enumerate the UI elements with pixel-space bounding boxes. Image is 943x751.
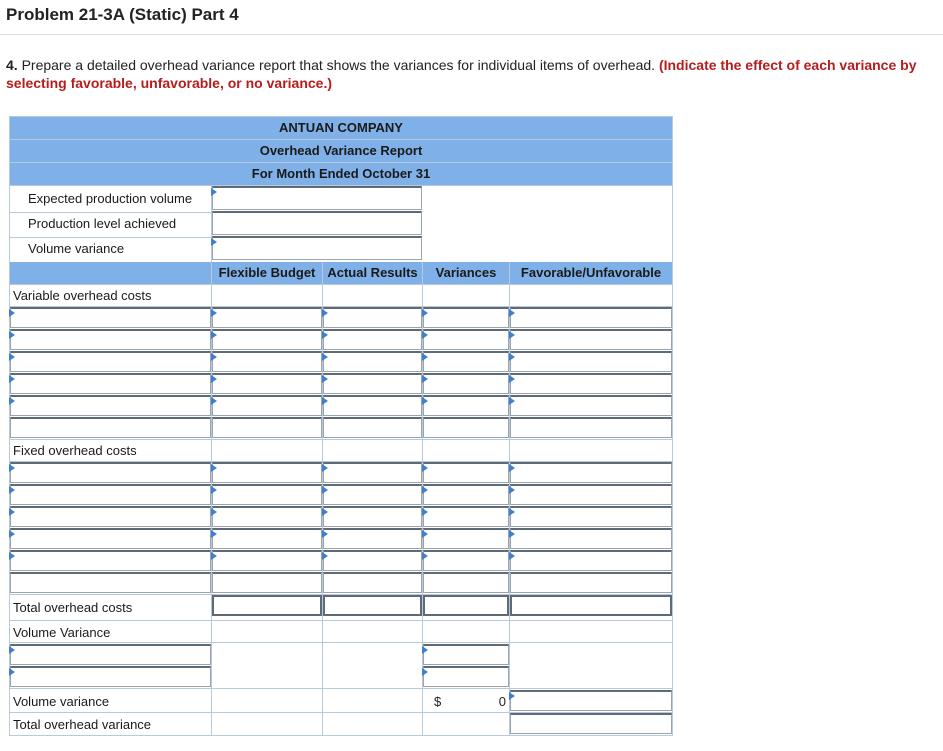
report-period: For Month Ended October 31 xyxy=(10,163,672,186)
fixed-flexible-budget-input[interactable] xyxy=(212,572,322,593)
volume-variance-item-input[interactable] xyxy=(10,644,211,665)
fixed-item-input[interactable] xyxy=(10,484,211,505)
volume-variance-input[interactable] xyxy=(212,236,422,260)
summary-volume-variance-label: Volume variance xyxy=(13,694,110,709)
variable-variance-input[interactable] xyxy=(423,373,509,394)
currency-symbol: $ xyxy=(434,694,442,709)
variable-actual-results-input[interactable] xyxy=(323,373,422,394)
volume-variance-section-label: Volume Variance xyxy=(13,625,111,640)
variable-fav-unfav-input[interactable] xyxy=(510,417,672,438)
variable-variance-input[interactable] xyxy=(423,395,509,416)
expected-volume-input[interactable] xyxy=(212,186,422,210)
col-favorable-unfavorable: Favorable/Unfavorable xyxy=(520,265,662,280)
instruction-number: 4. xyxy=(6,57,18,73)
summary-total-fav-unfav-input[interactable] xyxy=(510,713,672,734)
summary-volume-value: 0 xyxy=(498,694,506,709)
fixed-item-input[interactable] xyxy=(10,506,211,527)
variable-actual-results-input[interactable] xyxy=(323,417,422,438)
fixed-item-input[interactable] xyxy=(10,528,211,549)
variable-actual-results-input[interactable] xyxy=(323,307,422,328)
total-fav-unfav-input[interactable] xyxy=(510,595,672,616)
fixed-fav-unfav-input[interactable] xyxy=(510,572,672,593)
variable-fav-unfav-input[interactable] xyxy=(510,307,672,328)
variable-fav-unfav-input[interactable] xyxy=(510,329,672,350)
col-variances: Variances xyxy=(435,265,497,280)
fixed-fav-unfav-input[interactable] xyxy=(510,484,672,505)
variable-variance-input[interactable] xyxy=(423,329,509,350)
title-divider xyxy=(0,34,943,35)
volume-variance-label: Volume variance xyxy=(28,241,125,256)
variable-flexible-budget-input[interactable] xyxy=(212,395,322,416)
fixed-actual-results-input[interactable] xyxy=(323,572,422,593)
variable-actual-results-input[interactable] xyxy=(323,395,422,416)
total-overhead-label: Total overhead costs xyxy=(13,600,133,615)
fixed-variance-input[interactable] xyxy=(423,528,509,549)
summary-volume-fav-unfav-input[interactable] xyxy=(510,690,672,711)
achieved-level-label: Production level achieved xyxy=(28,216,177,231)
variable-actual-results-input[interactable] xyxy=(323,329,422,350)
fixed-section-label: Fixed overhead costs xyxy=(13,443,137,458)
volume-variance-amount-input[interactable] xyxy=(423,666,509,687)
instruction-text: Prepare a detailed overhead variance report that shows the variances for individual items of overhead. xyxy=(17,57,659,73)
fixed-fav-unfav-input[interactable] xyxy=(510,462,672,483)
total-actual-results-input[interactable] xyxy=(323,595,422,616)
report-company: ANTUAN COMPANY xyxy=(10,117,672,140)
fixed-variance-input[interactable] xyxy=(423,462,509,483)
fixed-fav-unfav-input[interactable] xyxy=(510,528,672,549)
variable-item-input[interactable] xyxy=(10,417,211,438)
fixed-flexible-budget-input[interactable] xyxy=(212,550,322,571)
fixed-fav-unfav-input[interactable] xyxy=(510,550,672,571)
fixed-flexible-budget-input[interactable] xyxy=(212,506,322,527)
variable-fav-unfav-input[interactable] xyxy=(510,351,672,372)
variable-section-label: Variable overhead costs xyxy=(13,288,152,303)
achieved-level-input[interactable] xyxy=(212,211,422,235)
volume-variance-item-input[interactable] xyxy=(10,666,211,687)
variable-variance-input[interactable] xyxy=(423,351,509,372)
col-flexible-budget: Flexible Budget xyxy=(218,265,316,280)
instruction-emphasis: (Indicate the effect of each variance by selecting favorable, unfavorable, or no variance.) xyxy=(6,57,917,91)
variable-item-input[interactable] xyxy=(10,307,211,328)
fixed-actual-results-input[interactable] xyxy=(323,550,422,571)
variable-actual-results-input[interactable] xyxy=(323,351,422,372)
total-variance-input[interactable] xyxy=(423,595,509,616)
variable-item-input[interactable] xyxy=(10,373,211,394)
page-title: Problem 21-3A (Static) Part 4 xyxy=(6,5,239,24)
summary-total-variance-label: Total overhead variance xyxy=(13,717,152,732)
fixed-variance-input[interactable] xyxy=(423,572,509,593)
variable-item-input[interactable] xyxy=(10,351,211,372)
fixed-item-input[interactable] xyxy=(10,550,211,571)
volume-variance-amount-input[interactable] xyxy=(423,644,509,665)
fixed-flexible-budget-input[interactable] xyxy=(212,462,322,483)
col-actual-results: Actual Results xyxy=(327,265,418,280)
fixed-flexible-budget-input[interactable] xyxy=(212,484,322,505)
variable-flexible-budget-input[interactable] xyxy=(212,373,322,394)
report-name: Overhead Variance Report xyxy=(10,140,672,163)
total-flexible-budget-input[interactable] xyxy=(212,595,322,616)
fixed-actual-results-input[interactable] xyxy=(323,462,422,483)
variable-flexible-budget-input[interactable] xyxy=(212,351,322,372)
variable-flexible-budget-input[interactable] xyxy=(212,307,322,328)
fixed-variance-input[interactable] xyxy=(423,484,509,505)
instruction xyxy=(6,56,940,92)
variable-flexible-budget-input[interactable] xyxy=(212,417,322,438)
fixed-actual-results-input[interactable] xyxy=(323,484,422,505)
fixed-flexible-budget-input[interactable] xyxy=(212,528,322,549)
fixed-variance-input[interactable] xyxy=(423,550,509,571)
variable-variance-input[interactable] xyxy=(423,307,509,328)
variable-fav-unfav-input[interactable] xyxy=(510,373,672,394)
fixed-actual-results-input[interactable] xyxy=(323,506,422,527)
variable-flexible-budget-input[interactable] xyxy=(212,329,322,350)
fixed-item-input[interactable] xyxy=(10,572,211,593)
fixed-variance-input[interactable] xyxy=(423,506,509,527)
fixed-item-input[interactable] xyxy=(10,462,211,483)
fixed-fav-unfav-input[interactable] xyxy=(510,506,672,527)
variable-item-input[interactable] xyxy=(10,329,211,350)
variable-variance-input[interactable] xyxy=(423,417,509,438)
fixed-actual-results-input[interactable] xyxy=(323,528,422,549)
expected-volume-label: Expected production volume xyxy=(28,191,193,206)
variable-item-input[interactable] xyxy=(10,395,211,416)
variable-fav-unfav-input[interactable] xyxy=(510,395,672,416)
